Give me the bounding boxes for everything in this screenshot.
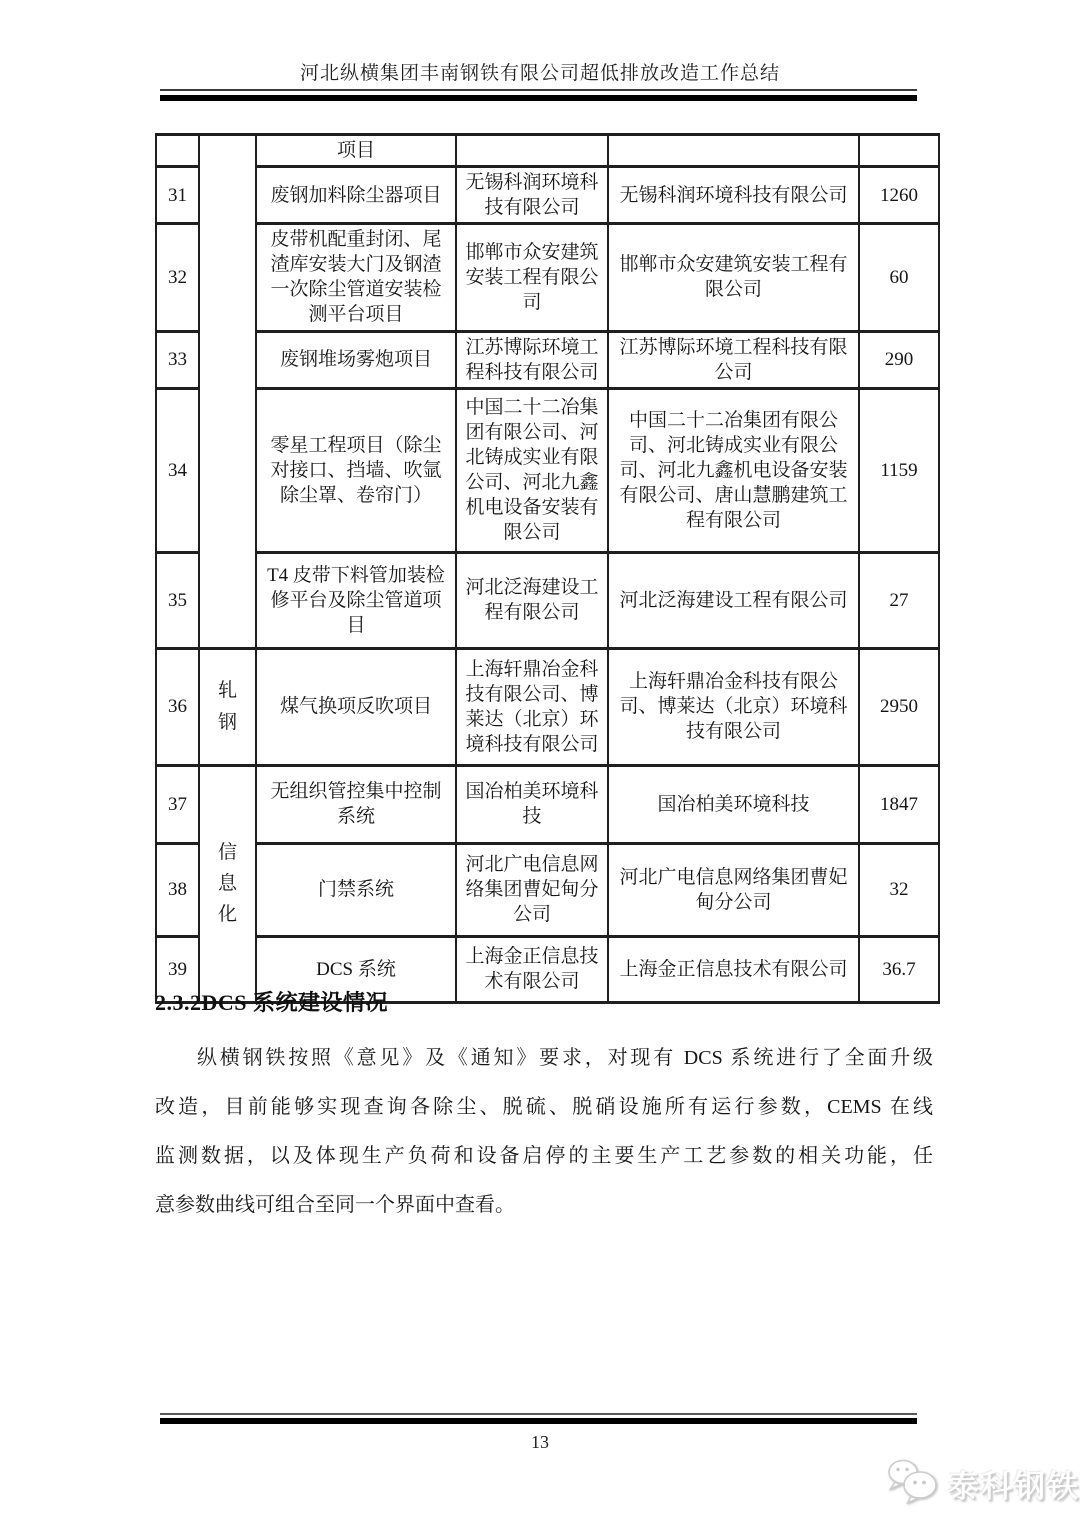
table-row	[156, 648, 939, 765]
cell-no: 32	[156, 224, 199, 331]
cell-contractor: 河北泛海建设工程有限公司	[456, 552, 608, 648]
cell-project: 废钢堆场雾炮项目	[256, 331, 456, 388]
cell-no	[156, 135, 199, 167]
cell-contractor: 河北广电信息网络集团曹妃甸分公司	[456, 843, 608, 936]
footer-rule-thin	[160, 1413, 917, 1415]
header-rule-thick	[160, 95, 917, 101]
table-row	[156, 843, 939, 936]
section-heading: 2.3.2DCS 系统建设情况	[155, 990, 389, 1015]
page-number: 13	[531, 1432, 549, 1452]
cell-project: 皮带机配重封闭、尾渣库安装大门及钢渣一次除尘管道安装检测平台项目	[256, 224, 456, 331]
cell-project: 煤气换项反吹项目	[256, 648, 456, 765]
cell-contractor	[456, 135, 608, 167]
cell-amount: 32	[859, 843, 939, 936]
cell-amount: 1847	[859, 765, 939, 843]
cell-project: 无组织管控集中控制系统	[256, 765, 456, 843]
cell-no: 35	[156, 552, 199, 648]
paragraph-line: 纵横钢铁按照《意见》及《通知》要求，对现有 DCS 系统进行了全面升级	[197, 1047, 933, 1069]
table-row	[156, 388, 939, 552]
page-header-title: 河北纵横集团丰南钢铁有限公司超低排放改造工作总结	[299, 63, 780, 84]
cell-company: 上海金正信息技术有限公司	[608, 936, 859, 1002]
cell-contractor: 中国二十二冶集团有限公司、河北铸成实业有限公司、河北九鑫机电设备安装有限公司	[456, 388, 608, 552]
cell-project: T4 皮带下料管加装检修平台及除尘管道项目	[256, 552, 456, 648]
cell-category-merged-empty	[199, 135, 256, 649]
cell-company: 无锡科润环境科技有限公司	[608, 167, 859, 224]
cell-no: 36	[156, 648, 199, 765]
cell-amount: 1159	[859, 388, 939, 552]
cell-company	[608, 135, 859, 167]
projects-table	[155, 133, 940, 1004]
table-row	[156, 167, 939, 224]
cell-contractor: 国冶柏美环境科技	[456, 765, 608, 843]
cell-contractor: 上海轩鼎冶金科技有限公司、博莱达（北京）环境科技有限公司	[456, 648, 608, 765]
cell-category	[199, 648, 256, 765]
paragraph-line: 意参数曲线可组合至同一个界面中查看。	[155, 1194, 515, 1216]
cell-company: 河北泛海建设工程有限公司	[608, 552, 859, 648]
cell-contractor: 邯郸市众安建筑安装工程有限公司	[456, 224, 608, 331]
cell-company: 河北广电信息网络集团曹妃甸分公司	[608, 843, 859, 936]
cell-amount: 2950	[859, 648, 939, 765]
cell-no: 37	[156, 765, 199, 843]
cell-category	[199, 765, 256, 1002]
cell-company: 国冶柏美环境科技	[608, 765, 859, 843]
cell-no: 34	[156, 388, 199, 552]
cell-contractor: 江苏博际环境工程科技有限公司	[456, 331, 608, 388]
cell-company: 邯郸市众安建筑安装工程有限公司	[608, 224, 859, 331]
table-row-continuation	[156, 135, 939, 167]
category-label: 信息化	[217, 841, 237, 926]
table-row	[156, 331, 939, 388]
cell-contractor: 上海金正信息技术有限公司	[456, 936, 608, 1002]
cell-amount: 1260	[859, 167, 939, 224]
cell-no: 33	[156, 331, 199, 388]
header-rule-thin	[160, 89, 917, 91]
cell-project: 零星工程项目（除尘对接口、挡墙、吹氩除尘罩、卷帘门）	[256, 388, 456, 552]
cell-amount: 290	[859, 331, 939, 388]
cell-amount: 27	[859, 552, 939, 648]
category-label: 轧钢	[217, 680, 237, 733]
table-row	[156, 552, 939, 648]
cell-amount: 60	[859, 224, 939, 331]
cell-company: 中国二十二冶集团有限公司、河北铸成实业有限公司、河北九鑫机电设备安装有限公司、唐山慧鹏建筑工程有限公司	[608, 388, 859, 552]
cell-project: DCS 系统	[256, 936, 456, 1002]
cell-company: 上海轩鼎冶金科技有限公司、博莱达（北京）环境科技有限公司	[608, 648, 859, 765]
cell-amount	[859, 135, 939, 167]
cell-no: 39	[156, 936, 199, 1002]
wechat-icon	[886, 1458, 940, 1509]
cell-project: 门禁系统	[256, 843, 456, 936]
watermark	[886, 1458, 1080, 1509]
cell-no: 38	[156, 843, 199, 936]
table-row	[156, 224, 939, 331]
paragraph-line: 改造，目前能够实现查询各除尘、脱硫、脱硝设施所有运行参数，CEMS 在线	[155, 1096, 933, 1118]
watermark-label: 泰科钢铁	[948, 1469, 1080, 1504]
cell-no: 31	[156, 167, 199, 224]
cell-project: 废钢加料除尘器项目	[256, 167, 456, 224]
cell-amount: 36.7	[859, 936, 939, 1002]
cell-project: 项目	[256, 135, 456, 167]
paragraph-line: 监测数据，以及体现生产负荷和设备启停的主要生产工艺参数的相关功能，任	[155, 1145, 933, 1167]
cell-company: 江苏博际环境工程科技有限公司	[608, 331, 859, 388]
cell-contractor: 无锡科润环境科技有限公司	[456, 167, 608, 224]
body-paragraph	[155, 1034, 933, 1230]
footer-rule-thick	[160, 1418, 917, 1424]
table-row	[156, 765, 939, 843]
